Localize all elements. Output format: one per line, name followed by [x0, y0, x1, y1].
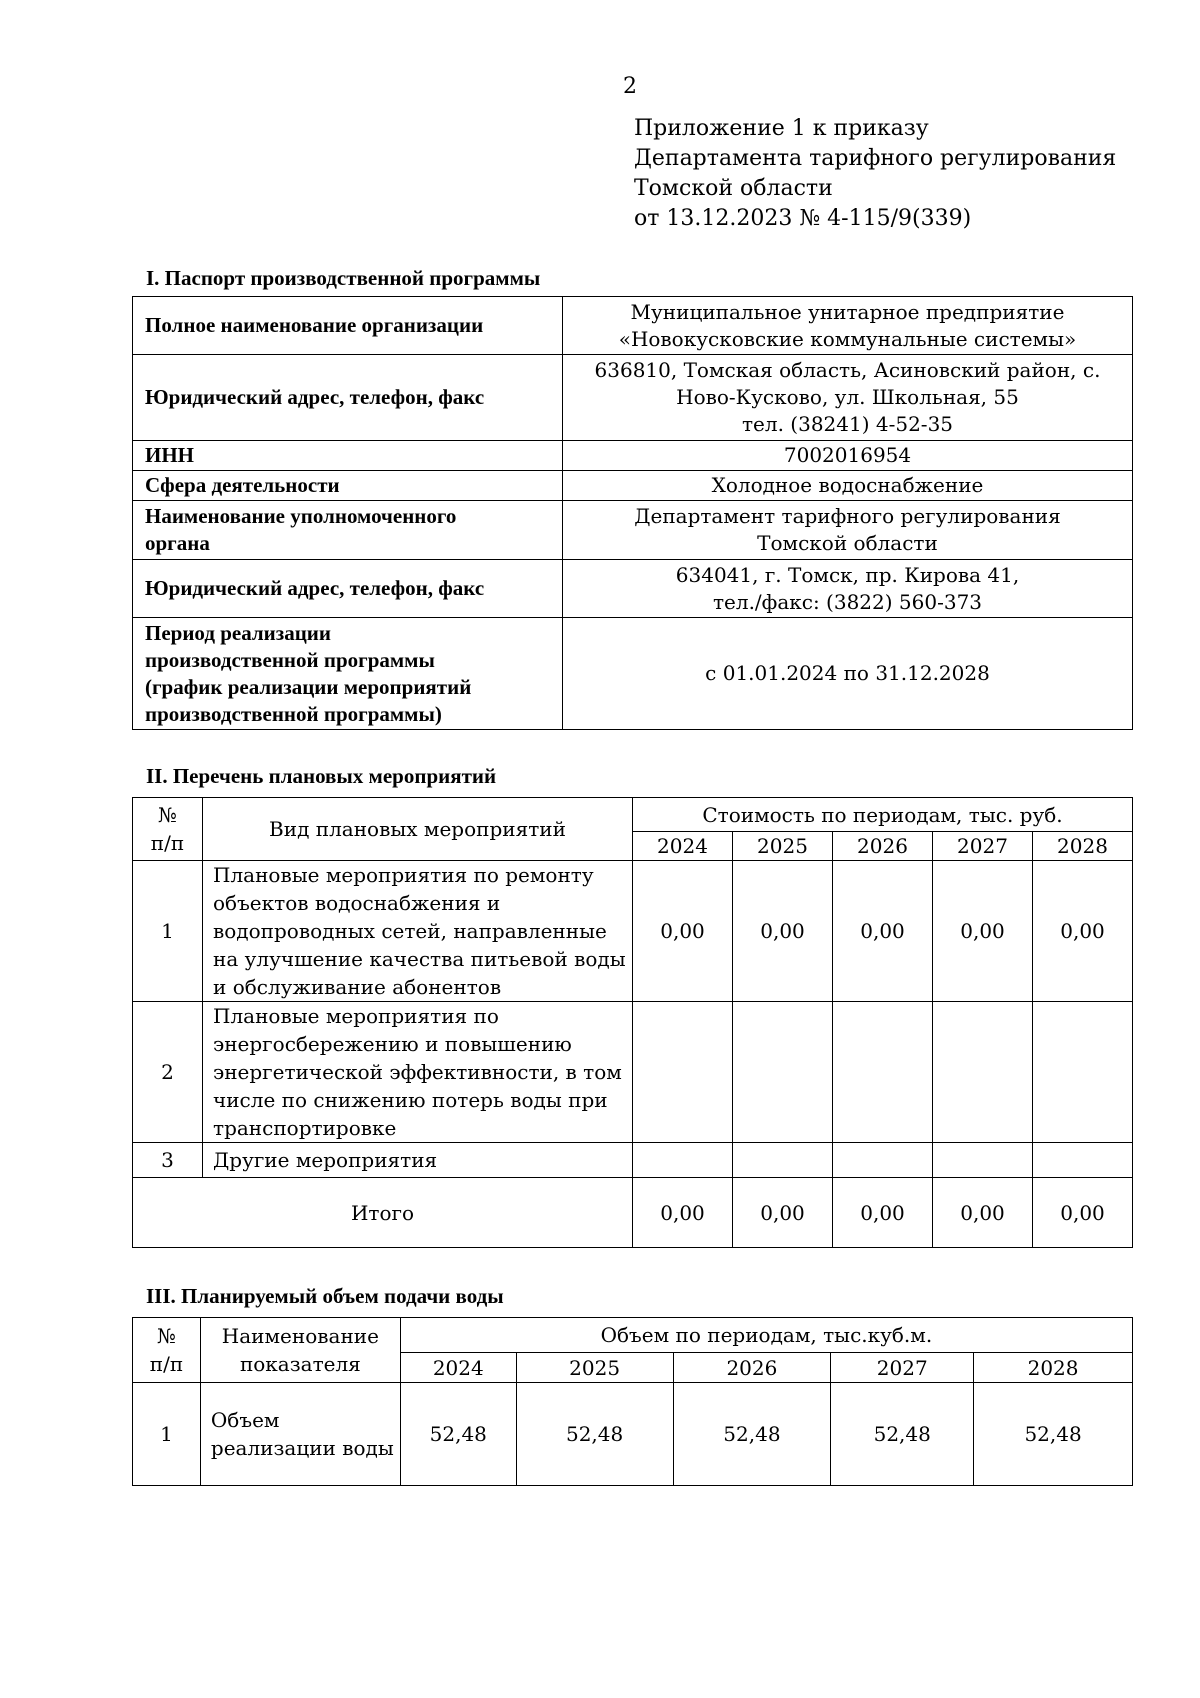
key-line: производственной программы)	[145, 701, 442, 726]
row-num: 1	[133, 861, 203, 1002]
row-num: 2	[133, 1002, 203, 1143]
passport-key: Полное наименование организации	[133, 297, 563, 355]
total-cell: 0,00	[733, 1178, 833, 1248]
table-row	[133, 618, 1133, 730]
plan-table	[132, 797, 1133, 1248]
total-cell: 0,00	[833, 1178, 933, 1248]
table-row	[133, 355, 1133, 441]
volume-cell: 52,48	[673, 1383, 831, 1486]
key-line: органа	[145, 531, 210, 555]
total-cell: 0,00	[1033, 1178, 1133, 1248]
table-row	[133, 501, 1133, 560]
table-header-row	[133, 798, 1133, 832]
desc-line: Плановые мероприятия по ремонту	[213, 863, 594, 887]
total-cell: 0,00	[633, 1178, 733, 1248]
appendix-line: Томской области	[634, 176, 833, 201]
table-header-row	[133, 1318, 1133, 1353]
cost-cell	[833, 1002, 933, 1143]
header-num-line: №	[158, 803, 177, 827]
header-name	[200, 1318, 400, 1383]
row-desc	[203, 861, 633, 1002]
header-name-line: Наименование	[221, 1324, 379, 1348]
passport-value	[563, 501, 1133, 560]
key-line: Наименование уполномоченного	[145, 504, 457, 528]
header-num-line: п/п	[149, 1352, 184, 1376]
header-volume: Объем по периодам, тыс.куб.м.	[400, 1318, 1132, 1353]
volume-cell: 52,48	[516, 1383, 673, 1486]
key-line: Период реализации	[145, 620, 332, 645]
appendix-header	[634, 114, 1116, 234]
cost-cell	[933, 1002, 1033, 1143]
table-row	[133, 861, 1133, 1002]
section-1-title: I. Паспорт производственной программы	[146, 266, 541, 290]
year-header: 2027	[933, 832, 1033, 861]
passport-value	[563, 355, 1133, 441]
year-header: 2028	[974, 1353, 1133, 1383]
passport-value: Холодное водоснабжение	[563, 471, 1133, 501]
desc-line: Объем	[210, 1408, 280, 1432]
header-cost: Стоимость по периодам, тыс. руб.	[633, 798, 1133, 832]
table-row	[133, 1002, 1133, 1143]
section-2-title: II. Перечень плановых мероприятий	[146, 764, 497, 788]
volume-cell: 52,48	[974, 1383, 1133, 1486]
total-row	[133, 1178, 1133, 1248]
cost-cell: 0,00	[633, 861, 733, 1002]
appendix-line: Департамента тарифного регулирования	[634, 146, 1117, 171]
desc-line: объектов водоснабжения и	[213, 891, 501, 915]
desc-line: энергетической эффективности, в том	[213, 1060, 622, 1084]
cost-cell	[933, 1143, 1033, 1178]
value-line: Департамент тарифного регулирования	[634, 504, 1061, 528]
table-row	[133, 560, 1133, 618]
appendix-line: Приложение 1 к приказу	[634, 116, 929, 141]
value-line: тел. (38241) 4-52-35	[741, 412, 954, 436]
table-row	[133, 471, 1133, 501]
cost-cell: 0,00	[833, 861, 933, 1002]
cost-cell: 0,00	[733, 861, 833, 1002]
desc-line: и обслуживание абонентов	[213, 975, 502, 999]
header-num	[133, 1318, 201, 1383]
row-desc	[200, 1383, 400, 1486]
row-desc: Другие мероприятия	[203, 1143, 633, 1178]
year-header: 2026	[673, 1353, 831, 1383]
volume-cell: 52,48	[831, 1383, 974, 1486]
year-header: 2025	[516, 1353, 673, 1383]
desc-line: числе по снижению потерь воды при	[213, 1088, 608, 1112]
row-desc	[203, 1002, 633, 1143]
header-num	[133, 798, 203, 861]
year-header: 2026	[833, 832, 933, 861]
value-line: 636810, Томская область, Асиновский район, с.	[594, 358, 1101, 382]
value-line: «Новокусковские коммунальные системы»	[618, 326, 1077, 351]
header-name-line: показателя	[239, 1352, 361, 1376]
passport-key	[133, 618, 563, 730]
passport-key	[133, 501, 563, 560]
desc-line: транспортировке	[213, 1116, 397, 1140]
cost-cell: 0,00	[933, 861, 1033, 1002]
passport-value	[563, 560, 1133, 618]
passport-key: ИНН	[133, 441, 563, 471]
header-kind: Вид плановых мероприятий	[203, 798, 633, 861]
key-line: (график реализации мероприятий	[145, 674, 472, 699]
value-line: Томской области	[757, 531, 938, 555]
table-row	[133, 1143, 1133, 1178]
key-line: производственной программы	[145, 647, 435, 672]
cost-cell	[633, 1143, 733, 1178]
header-num-line: №	[156, 1324, 176, 1348]
table-row	[133, 1383, 1133, 1486]
desc-line: на улучшение качества питьевой воды	[213, 947, 626, 971]
page-number: 2	[623, 74, 637, 99]
passport-table	[132, 296, 1133, 730]
year-header: 2027	[831, 1353, 974, 1383]
passport-value: с 01.01.2024 по 31.12.2028	[563, 618, 1133, 730]
cost-cell	[733, 1002, 833, 1143]
total-cell: 0,00	[933, 1178, 1033, 1248]
cost-cell	[833, 1143, 933, 1178]
cost-cell	[633, 1002, 733, 1143]
table-row	[133, 441, 1133, 471]
desc-line: реализации воды	[210, 1436, 394, 1460]
cost-cell	[1033, 1002, 1133, 1143]
desc-line: энергосбережению и повышению	[213, 1032, 572, 1056]
year-header: 2024	[633, 832, 733, 861]
table-row	[133, 297, 1133, 355]
passport-value	[563, 297, 1133, 355]
cost-cell	[1033, 1143, 1133, 1178]
passport-value: 7002016954	[563, 441, 1133, 471]
year-header: 2024	[400, 1353, 516, 1383]
volume-cell: 52,48	[400, 1383, 516, 1486]
cost-cell	[733, 1143, 833, 1178]
desc-line: водопроводных сетей, направленные	[213, 919, 607, 943]
row-num: 3	[133, 1143, 203, 1178]
year-header: 2025	[733, 832, 833, 861]
volume-table	[132, 1317, 1133, 1486]
value-line: 634041, г. Томск, пр. Кирова 41,	[675, 562, 1020, 587]
value-line: Ново-Кусково, ул. Школьная, 55	[676, 385, 1019, 409]
passport-key: Юридический адрес, телефон, факс	[133, 355, 563, 441]
value-line: Муниципальное унитарное предприятие	[630, 299, 1065, 324]
total-label: Итого	[133, 1178, 633, 1248]
row-num: 1	[133, 1383, 201, 1486]
section-3-title: III. Планируемый объем подачи воды	[146, 1284, 504, 1308]
passport-key: Юридический адрес, телефон, факс	[133, 560, 563, 618]
header-num-line: п/п	[150, 831, 185, 855]
desc-line: Плановые мероприятия по	[213, 1004, 499, 1028]
appendix-line: от 13.12.2023 № 4-115/9(339)	[634, 206, 972, 231]
value-line: тел./факс: (3822) 560-373	[712, 589, 983, 614]
year-header: 2028	[1033, 832, 1133, 861]
cost-cell: 0,00	[1033, 861, 1133, 1002]
passport-key: Сфера деятельности	[133, 471, 563, 501]
